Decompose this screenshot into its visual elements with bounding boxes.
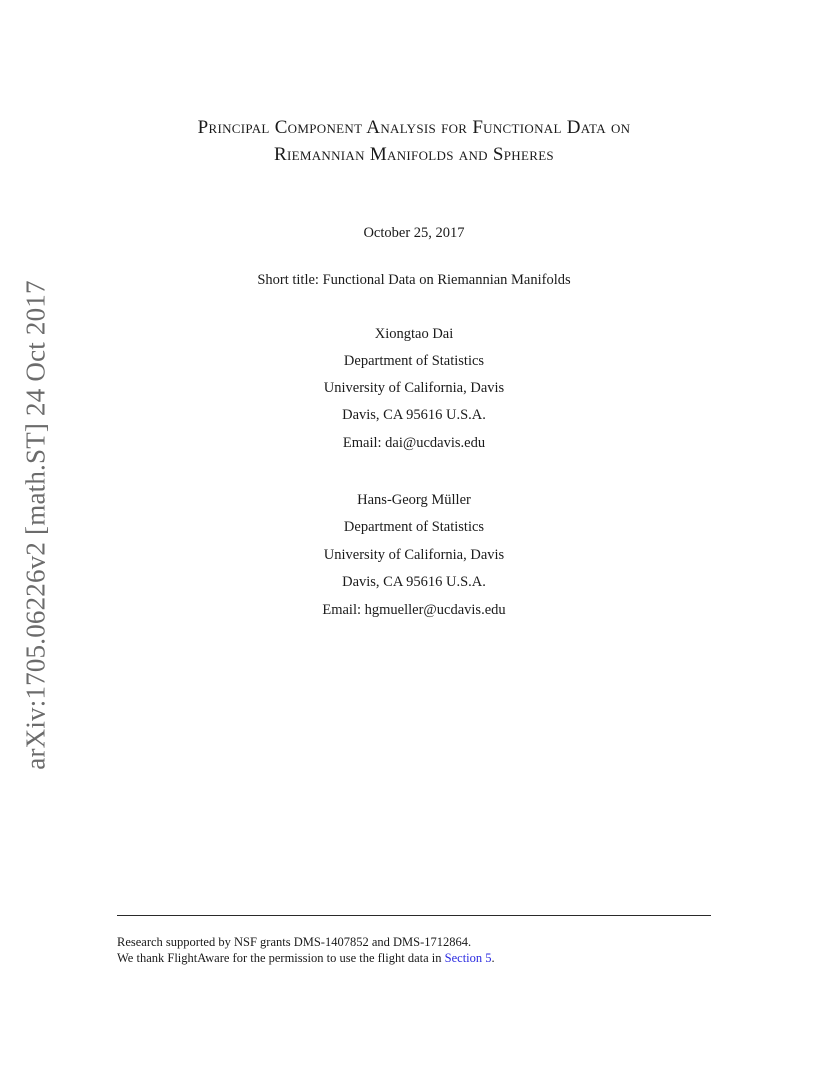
author-department: Department of Statistics [343, 519, 485, 535]
author-email[interactable]: Email: dai@ucdavis.edu [342, 435, 486, 451]
author-university: University of California, Davis [323, 547, 505, 563]
author-address: Davis, CA 95616 U.S.A. [342, 407, 486, 423]
paper-title-line-2: Riemannian Manifolds and Spheres [274, 144, 554, 165]
footnote-acknowledgement-text: We thank FlightAware for the permission to use the flight data in [117, 951, 445, 965]
arxiv-stamp: arXiv:1705.06226v2 [math.ST] 24 Oct 2017 [20, 280, 51, 770]
author-name: Xiongtao Dai [374, 326, 454, 342]
short-title: Short title: Functional Data on Riemannian Manifolds [257, 272, 571, 288]
author-address: Davis, CA 95616 U.S.A. [342, 574, 486, 590]
author-department: Department of Statistics [343, 353, 485, 369]
footnote-rule [117, 915, 711, 916]
author-email[interactable]: Email: hgmueller@ucdavis.edu [322, 602, 506, 618]
author-name: Hans-Georg Müller [357, 492, 471, 508]
paper-date: October 25, 2017 [363, 225, 465, 241]
section-reference-link[interactable]: Section 5 [444, 951, 492, 965]
author-university: University of California, Davis [323, 380, 505, 396]
paper-title-line-1: Principal Component Analysis for Functional Data on [197, 117, 631, 138]
footnote-period: . [491, 951, 495, 965]
footnote-acknowledgement [117, 950, 495, 966]
paper-title [0, 114, 828, 168]
footnote-funding: Research supported by NSF grants DMS-1407852 and DMS-1712864. [117, 935, 472, 949]
